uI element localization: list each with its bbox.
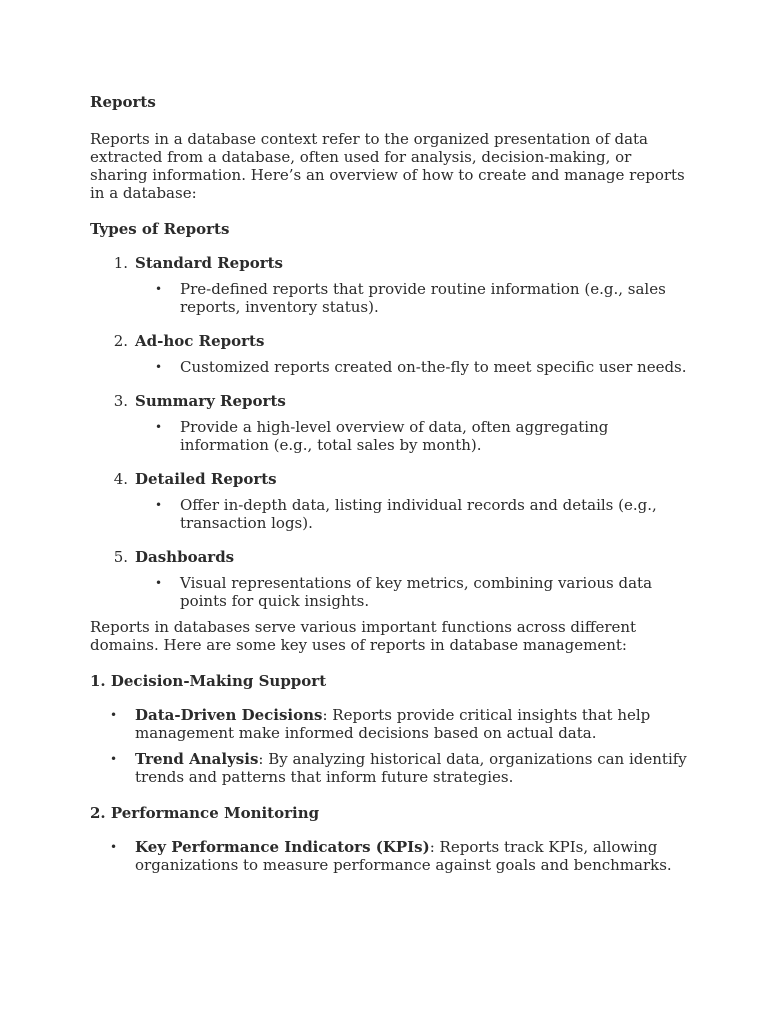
report-type-name: Detailed Reports — [135, 470, 277, 488]
intro-paragraph: Reports in a database context refer to the organized presentation of data extracted from a database, often used for analysis, decision-making, or sharing information. Here’s an overview of how to create and manage reports in a database: — [90, 130, 685, 202]
list-item — [90, 750, 690, 786]
document-title: Reports — [90, 93, 156, 111]
bullet-icon: • — [110, 840, 118, 854]
report-type-details — [135, 358, 690, 376]
list-number: 2. — [113, 332, 128, 350]
report-type-name: Standard Reports — [135, 254, 283, 272]
list-number: 3. — [113, 392, 128, 410]
bullet-icon: • — [155, 282, 163, 296]
uses-intro-paragraph: Reports in databases serve various important functions across different domains. Here are some key uses of reports in database management: — [90, 618, 637, 654]
report-type-name: Ad-hoc Reports — [135, 332, 265, 350]
bullet-icon: • — [110, 708, 118, 722]
report-type-item — [90, 470, 690, 532]
item-text: : Reports provide critical insights that help management make informed decisions based on actual data. — [135, 706, 651, 742]
section-heading: 2. Performance Monitoring — [90, 804, 320, 822]
report-type-name: Summary Reports — [135, 392, 286, 410]
description-text: Visual representations of key metrics, combining various data points for quick insights. — [180, 574, 653, 610]
section-items-list — [90, 706, 690, 786]
bullet-icon: • — [155, 498, 163, 512]
list-number: 5. — [113, 548, 128, 566]
description-text: Pre-defined reports that provide routine information (e.g., sales reports, inventory status). — [180, 280, 666, 316]
description-text: Customized reports created on-the-fly to meet specific user needs. — [180, 358, 687, 376]
report-type-description — [135, 418, 690, 454]
item-term: Key Performance Indicators (KPIs) — [135, 838, 430, 856]
item-term: Trend Analysis — [135, 750, 259, 768]
report-type-name: Dashboards — [135, 548, 235, 566]
report-type-description — [135, 358, 690, 376]
list-number: 1. — [113, 254, 128, 272]
description-text: Provide a high-level overview of data, often aggregating information (e.g., total sales by month). — [180, 418, 609, 454]
item-term: Data-Driven Decisions — [135, 706, 323, 724]
report-type-details — [135, 496, 690, 532]
report-type-item — [90, 548, 690, 610]
description-text: Offer in-depth data, listing individual records and details (e.g., transaction logs). — [180, 496, 657, 532]
report-type-details — [135, 280, 690, 316]
section-heading: 1. Decision-Making Support — [90, 672, 327, 690]
bullet-icon: • — [155, 576, 163, 590]
report-types-list — [90, 254, 690, 610]
bullet-icon: • — [155, 420, 163, 434]
item-text: : By analyzing historical data, organizations can identify trends and patterns that inform future strategies. — [135, 750, 687, 786]
list-number: 4. — [113, 470, 128, 488]
report-type-details — [135, 418, 690, 454]
report-type-description — [135, 574, 690, 610]
bullet-icon: • — [110, 752, 118, 766]
types-heading: Types of Reports — [90, 220, 230, 238]
bullet-icon: • — [155, 360, 163, 374]
list-item — [90, 706, 690, 742]
report-type-description — [135, 280, 690, 316]
section-items-list — [90, 838, 690, 874]
item-text: : Reports track KPIs, allowing organizations to measure performance against goals and benchmarks. — [135, 838, 672, 874]
report-type-details — [135, 574, 690, 610]
list-item — [90, 838, 690, 874]
report-type-item — [90, 392, 690, 454]
report-type-item — [90, 332, 690, 376]
report-type-item — [90, 254, 690, 316]
document-page — [90, 93, 690, 882]
report-type-description — [135, 496, 690, 532]
